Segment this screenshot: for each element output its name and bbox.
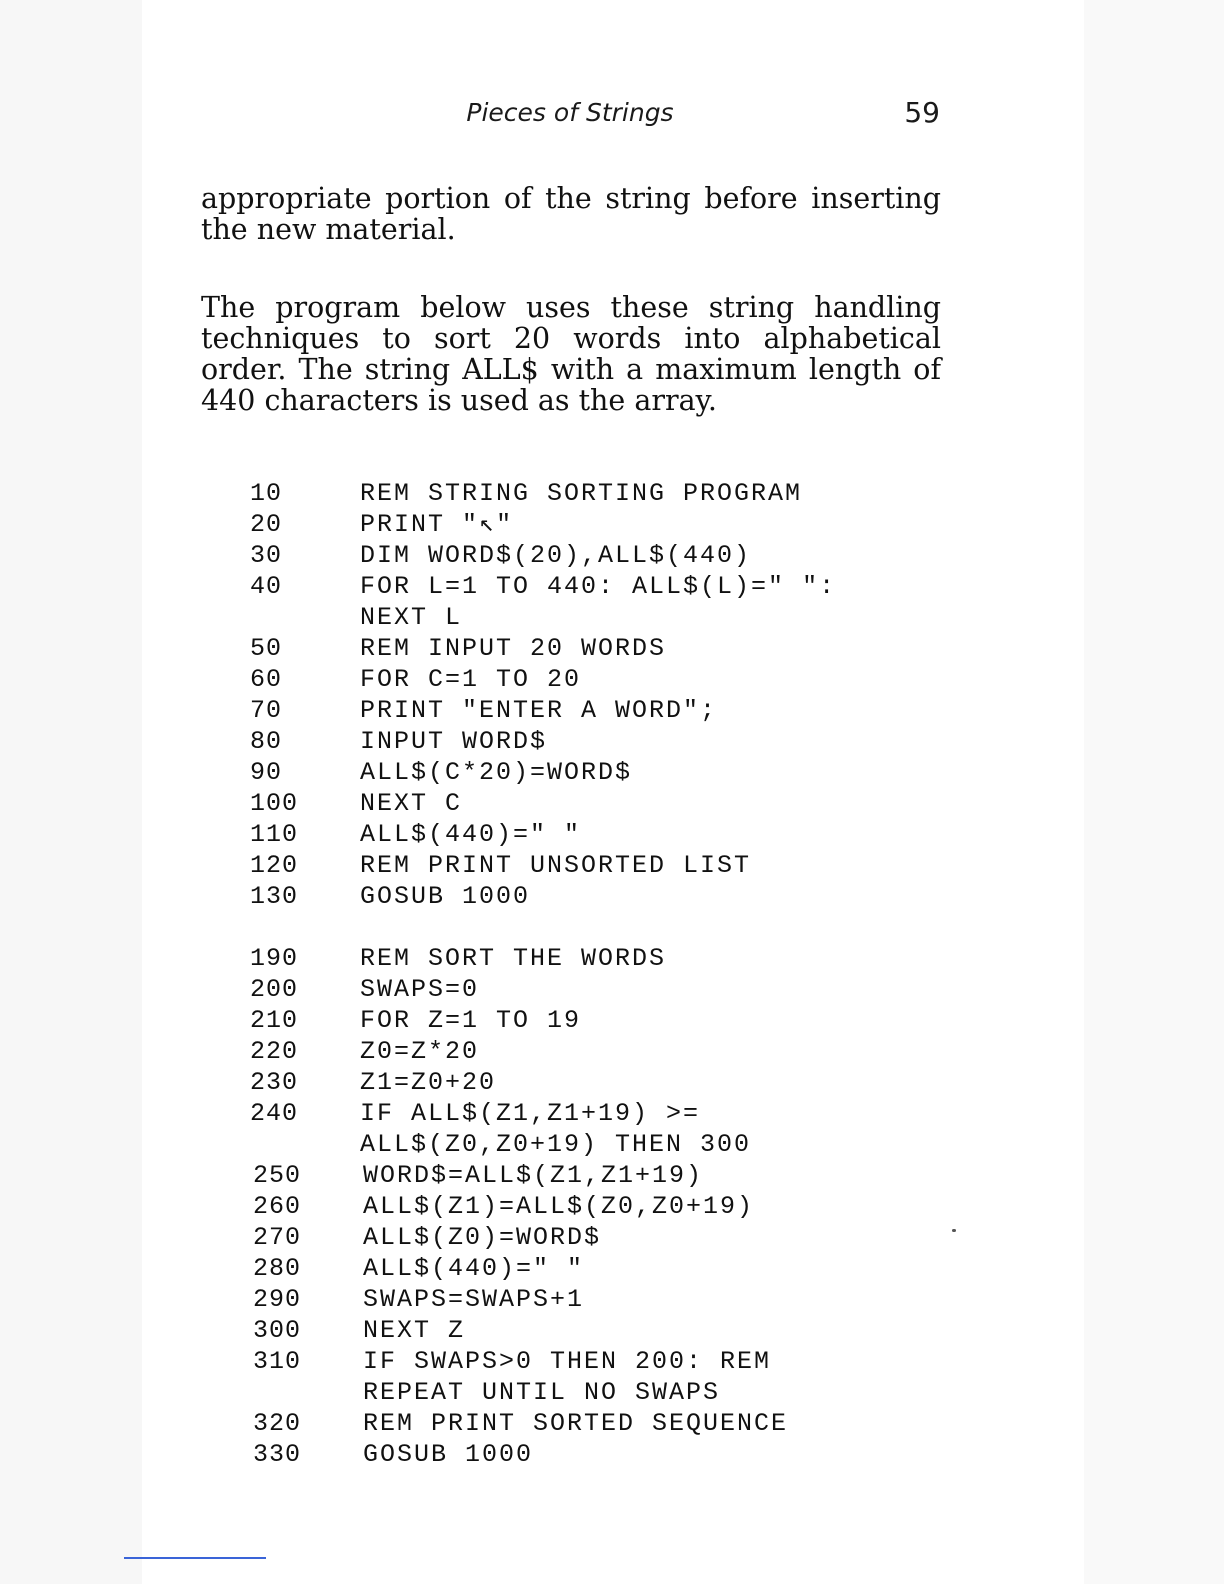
code-line-continuation	[250, 602, 950, 633]
code-line	[250, 1222, 950, 1253]
code-statement: REM STRING SORTING PROGRAM	[360, 479, 803, 508]
code-line	[250, 695, 950, 726]
code-line	[250, 1005, 950, 1036]
code-line	[250, 571, 950, 602]
running-title: Pieces of Strings	[466, 98, 674, 127]
page-number: 59	[904, 96, 940, 129]
code-line	[250, 1284, 950, 1315]
code-statement: WORD$=ALL$(Z1,Z1+19)	[363, 1161, 704, 1190]
code-line	[250, 1253, 950, 1284]
line-number: 110	[250, 820, 299, 849]
code-statement: GOSUB 1000	[360, 882, 531, 911]
line-number: 300	[253, 1316, 302, 1345]
line-number: 260	[253, 1192, 302, 1221]
code-statement: IF SWAPS>0 THEN 200: REM	[363, 1347, 772, 1376]
line-number: 230	[250, 1068, 299, 1097]
code-statement: ALL$(Z0,Z0+19) THEN 300	[360, 1130, 752, 1159]
code-line	[250, 819, 950, 850]
line-number	[253, 1377, 363, 1408]
code-line-continuation	[250, 1129, 950, 1160]
line-number: 250	[253, 1161, 302, 1190]
code-line	[250, 1191, 950, 1222]
line-number: 320	[253, 1409, 302, 1438]
code-statement: IF ALL$(Z1,Z1+19) >=	[360, 1099, 701, 1128]
line-number: 20	[250, 510, 283, 539]
code-statement: NEXT C	[360, 789, 463, 818]
code-statement: INPUT WORD$	[360, 727, 548, 756]
code-statement: REM PRINT UNSORTED LIST	[360, 851, 752, 880]
code-line	[250, 974, 950, 1005]
code-line-continuation	[250, 1377, 950, 1408]
line-number: 240	[250, 1099, 299, 1128]
code-line	[250, 1346, 950, 1377]
line-number: 330	[253, 1440, 302, 1469]
line-number: 190	[250, 944, 299, 973]
code-statement: PRINT "↖"	[360, 510, 514, 539]
code-line	[250, 509, 950, 540]
code-statement: NEXT L	[360, 603, 463, 632]
code-line	[250, 1067, 950, 1098]
code-statement: GOSUB 1000	[363, 1440, 534, 1469]
line-number: 100	[250, 789, 299, 818]
line-number: 40	[250, 572, 283, 601]
code-statement: SWAPS=0	[360, 975, 480, 1004]
line-number: 50	[250, 634, 283, 663]
code-statement: REM SORT THE WORDS	[360, 944, 667, 973]
code-line	[250, 881, 950, 912]
code-line	[250, 850, 950, 881]
code-line	[250, 1160, 950, 1191]
code-statement: PRINT "ENTER A WORD";	[360, 696, 718, 725]
line-number: 80	[250, 727, 283, 756]
code-statement: FOR L=1 TO 440: ALL$(L)=" ":	[360, 572, 837, 601]
code-statement: REM PRINT SORTED SEQUENCE	[363, 1409, 789, 1438]
code-statement: ALL$(C*20)=WORD$	[360, 758, 633, 787]
code-statement: ALL$(440)=" "	[363, 1254, 585, 1283]
code-statement: NEXT Z	[363, 1316, 466, 1345]
line-number: 280	[253, 1254, 302, 1283]
line-number: 210	[250, 1006, 299, 1035]
code-line	[250, 664, 950, 695]
code-statement: FOR Z=1 TO 19	[360, 1006, 582, 1035]
scan-margin-right	[1084, 0, 1224, 1584]
line-number: 10	[250, 479, 283, 508]
code-line	[250, 540, 950, 571]
code-statement: SWAPS=SWAPS+1	[363, 1285, 585, 1314]
code-statement: ALL$(Z0)=WORD$	[363, 1223, 602, 1252]
basic-program-listing	[250, 478, 950, 1470]
line-number: 270	[253, 1223, 302, 1252]
code-line	[250, 633, 950, 664]
line-number: 90	[250, 758, 283, 787]
line-number: 200	[250, 975, 299, 1004]
code-line	[250, 478, 950, 509]
line-number: 30	[250, 541, 283, 570]
code-statement: Z0=Z*20	[360, 1037, 480, 1066]
code-line	[250, 1098, 950, 1129]
paragraph-continuation: appropriate portion of the string before inserting the new material.	[201, 182, 941, 246]
line-number: 120	[250, 851, 299, 880]
line-number: 310	[253, 1347, 302, 1376]
code-statement: REPEAT UNTIL NO SWAPS	[363, 1378, 721, 1407]
line-number: 220	[250, 1037, 299, 1066]
line-number: 60	[250, 665, 283, 694]
code-statement: ALL$(Z1)=ALL$(Z0,Z0+19)	[363, 1192, 755, 1221]
code-line	[250, 1439, 950, 1470]
code-line	[250, 943, 950, 974]
code-line	[250, 1315, 950, 1346]
code-statement: REM INPUT 20 WORDS	[360, 634, 667, 663]
line-number: 70	[250, 696, 283, 725]
code-statement: DIM WORD$(20),ALL$(440)	[360, 541, 752, 570]
code-line	[250, 1408, 950, 1439]
code-line	[250, 726, 950, 757]
line-number: 290	[253, 1285, 302, 1314]
line-number: 130	[250, 882, 299, 911]
code-line	[250, 757, 950, 788]
code-statement: FOR C=1 TO 20	[360, 665, 582, 694]
line-number	[250, 602, 360, 633]
scan-speck	[952, 1229, 956, 1232]
scan-margin-left	[0, 0, 142, 1584]
code-line	[250, 788, 950, 819]
paragraph-program-intro: The program below uses these string handling techniques to sort 20 words into alphabetical order. The string ALL$ with a maximum length of 440 characters is used as the array.	[201, 291, 941, 417]
code-statement: Z1=Z0+20	[360, 1068, 497, 1097]
code-statement: ALL$(440)=" "	[360, 820, 582, 849]
code-line	[250, 1036, 950, 1067]
line-number	[250, 1129, 360, 1160]
bottom-rule	[124, 1557, 266, 1559]
